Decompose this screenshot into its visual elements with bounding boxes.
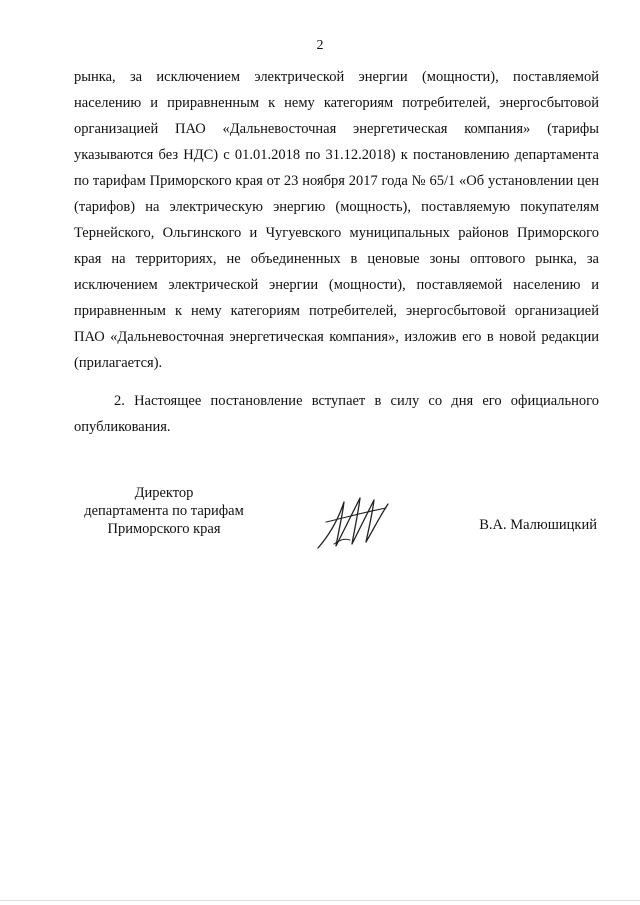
signatory-title <box>74 484 254 538</box>
signatory-title-line-3: Приморского края <box>107 521 221 537</box>
signatory-title-line-2: департамента по тарифам <box>84 503 244 519</box>
paragraph-1: рынка, за исключением электрической энергии (мощности), поставляемой населению и приравненным к нему категориям потребителей, энергосбытовой организацией ПАО «Дальневосточная энергетическая компания» (тарифы указываются без НДС) с 01.01.2018 по 31.12.2018) к постановлению департамента по тарифам Приморского края от 23 ноября 2017 года № 65/1 «Об установлении цен (тарифов) на электрическую энергию (мощность), поставляемую покупателям Тернейского, Ольгинского и Чугуевского муниципальных районов Приморского края на территориях, не объединенных в ценовые зоны оптового рынка, за исключением электрической энергии (мощности), поставляемой населению и приравненным к нему категориям потребителей, энергосбытовой организацией ПАО «Дальневосточная энергетическая компания», изложив его в новой редакции (прилагается). <box>74 69 599 371</box>
paragraph-2: 2. Настоящее постановление вступает в силу со дня его официального опубликования. <box>74 393 599 435</box>
page-number: 2 <box>316 38 324 53</box>
handwritten-signature-icon <box>314 492 394 552</box>
document-body <box>74 64 599 440</box>
signature-block <box>74 484 599 554</box>
signatory-title-line-1: Директор <box>134 485 194 501</box>
signatory-name: В.А. Малюшицкий <box>479 517 597 533</box>
page-bottom-edge <box>0 900 640 901</box>
